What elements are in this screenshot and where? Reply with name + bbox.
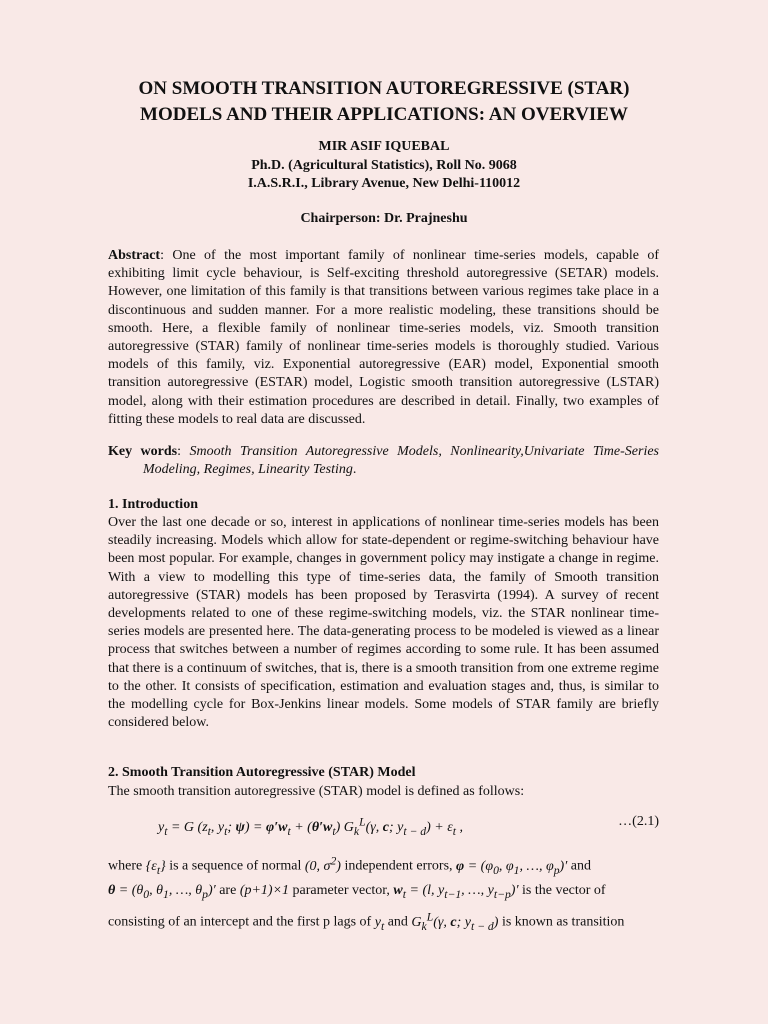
- math-dimension: (p+1)×1: [239, 883, 290, 898]
- chairperson: Chairperson: Dr. Prajneshu: [300, 211, 468, 226]
- math-normal-params: (0, $\sigma^2$): [304, 854, 341, 874]
- math-phi-vector: $\varphi = (\varphi_0$, $\varphi_1$, …, $\varphi_p)'$: [456, 858, 568, 877]
- equation-body: $y_t = G$ ($z_t$, $y_t$; $\psi) = \varphi'w_t + (\theta'w_t)$ $G_k^L(\gamma$, c; $y_{t - d}) + \varepsilon_t$ ,: [158, 815, 464, 838]
- text-isvec: is the vector of: [522, 883, 606, 898]
- author-address: I.A.S.R.I., Library Avenue, New Delhi-110012: [247, 176, 521, 191]
- math-w-vector: $w_t = (l$, $y_{t-1}$, …, $y_{t-p})'$: [393, 883, 519, 901]
- title-line-2: MODELS AND THEIR APPLICATIONS: AN OVERVIEW: [140, 104, 628, 125]
- text-where: where: [108, 858, 143, 874]
- paper-title: [0, 76, 768, 128]
- math-theta-vector: $\theta = (\theta_0$, $\theta_1$, …, $\theta_p)'$: [108, 883, 216, 901]
- text-seq: is a sequence of normal: [169, 858, 302, 874]
- abstract-label: Abstract: [108, 248, 161, 263]
- section-2-text: The smooth transition autoregressive (STAR) model is defined as follows:: [108, 784, 525, 799]
- text-consisting: consisting of an intercept and the first p lags of: [108, 914, 372, 930]
- title-line-1: ON SMOOTH TRANSITION AUTOREGRESSIVE (STAR): [138, 78, 630, 99]
- text-line-consisting: [108, 907, 659, 936]
- text-line-where: [108, 851, 659, 880]
- section-1-heading: 1. Introduction: [108, 497, 198, 512]
- text-param: parameter vector,: [292, 883, 390, 898]
- abstract-text: : One of the most important family of nonlinear time-series models, capable of exhibiting limit cycle behaviour, is Self-exciting threshold autoregressive (SETAR) models. However, one limitation of this family is that transitions between various regimes take place in a discontinuous and sudden manner. For a more realistic modeling, these transitions should be smooth. Here, a flexible family of nonlinear time-series models, viz. Smooth transition autoregressive (STAR) family of nonlinear time-series models is thoroughly studied. Various models of this family, viz. Exponential autoregressive (EAR) model, Exponential smooth transition autoregressive (ESTAR) model, Logistic smooth transition autoregressive (LSTAR) model, along with their estimation procedures are described in detail. Finally, two examples of fitting these models to real data are discussed.: [108, 248, 659, 427]
- math-yt: $y_t$: [374, 914, 385, 933]
- section-1-text: Over the last one decade or so, interest in applications of nonlinear time-series models has been steadily increasing. Models which allow for state-dependent or regime-switching behaviour have been most popular. For example, changes in government policy may instigate a change in regime. With a view to modelling this type of time-series data, the family of Smooth transition autoregressive (STAR) models has been proposed by Terasvirta (1994). A survey of recent developments related to one of these regime-switching models, viz. the STAR nonlinear time-series models are presented here. The data-generating process to be modeled is viewed as a linear process that switches between a number of regimes according to some rule. It has been assumed that there is a continuum of switches, that is, there is a smooth transition from one extreme regime to the other. It consists of specification, estimation and evaluation stages and, thus, is similar to the modelling cycle for Box-Jenkins linear models. Some models of STAR family are briefly considered below.: [108, 515, 659, 731]
- abstract: [108, 247, 659, 429]
- text-and-2: and: [387, 914, 408, 930]
- author-degree: Ph.D. (Agricultural Statistics), Roll No. 9068: [251, 157, 517, 173]
- text-are: are: [219, 883, 237, 898]
- keywords-label: Key words: [108, 444, 178, 459]
- math-transition-fn: $G_k^L(\gamma$, c; $y_{t - d}$): [411, 910, 499, 933]
- text-indep: independent errors,: [344, 858, 453, 874]
- keywords-text: Smooth Transition Autoregressive Models, Nonlinearity,Univariate Time-Series Modeling, Regimes, Linearity Testing: [143, 444, 660, 478]
- text-line-theta: [108, 881, 659, 905]
- author-name: MIR ASIF IQUEBAL: [318, 139, 450, 154]
- math-epsilon-seq: $\{\varepsilon_t\}$: [145, 858, 166, 877]
- author-block: [0, 138, 768, 194]
- text-known: is known as transition: [501, 914, 625, 930]
- section-2-heading: 2. Smooth Transition Autoregressive (STAR) Model: [108, 765, 416, 780]
- equation-number: …(2.1): [618, 814, 659, 829]
- text-and: and: [570, 858, 591, 874]
- keywords: Key words: Smooth Transition Autoregressive Models, Nonlinearity,Univariate Time-Series Modeling, Regimes, Linearity Testing.: [108, 444, 660, 478]
- equation-2-1: [158, 812, 659, 841]
